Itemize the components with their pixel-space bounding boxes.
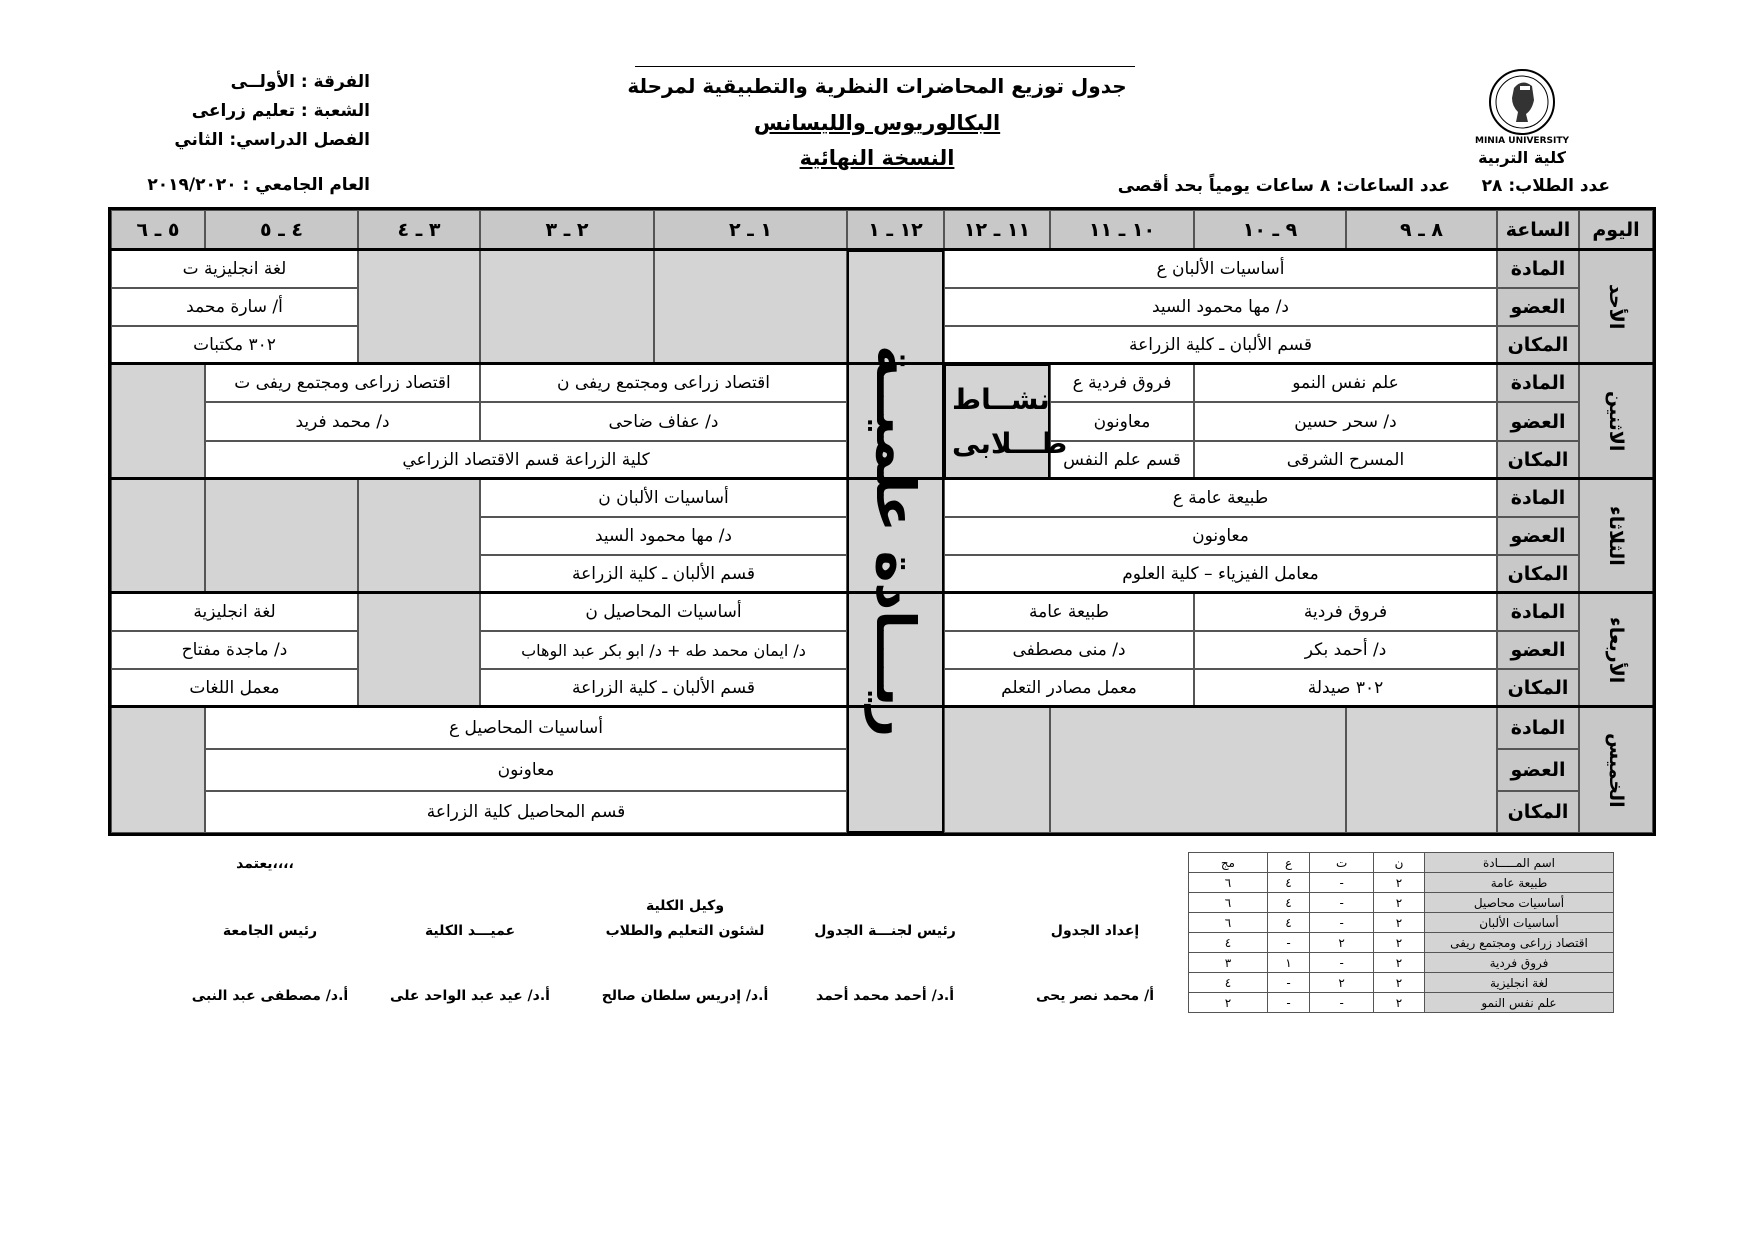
title-line-1: جدول توزيع المحاضرات النظرية والتطبيقية لمرحلة bbox=[627, 74, 1127, 98]
head-slot-9: ٤ ـ ٥ bbox=[205, 210, 358, 250]
empty-cell bbox=[1346, 707, 1497, 833]
legend-a: - bbox=[1267, 993, 1309, 1013]
tuesday-eve-member: د/ مها محمود السيد bbox=[480, 517, 847, 555]
monday-a-member: د/ سحر حسين bbox=[1194, 402, 1497, 441]
tuesday-eve-subject: أساسيات الألبان ن bbox=[480, 479, 847, 517]
academic-year: العام الجامعي : ٢٠١٩/٢٠٢٠ bbox=[147, 175, 370, 195]
subjects-legend-table bbox=[1188, 852, 1614, 1013]
legend-name: فروق فردية bbox=[1425, 953, 1614, 973]
legend-n: ٢ bbox=[1374, 933, 1425, 953]
sunday-eve-member: أ/ سارة محمد bbox=[111, 288, 358, 326]
university-name: MINIA UNIVERSITY bbox=[1474, 136, 1569, 146]
day-divider bbox=[111, 477, 1653, 480]
day-tuesday: الثلاثاء bbox=[1579, 479, 1653, 593]
legend-total: ٢ bbox=[1189, 993, 1268, 1013]
legend-head-t: ت bbox=[1310, 853, 1374, 873]
legend-row bbox=[1189, 953, 1614, 973]
committee-name: أ.د/ أحمد محمد أحمد bbox=[816, 988, 954, 1004]
division-line: الشعبة : تعليم زراعى bbox=[191, 101, 370, 121]
monday-b-member: معاونون bbox=[1050, 402, 1194, 441]
head-slot-2: ٩ ـ ١٠ bbox=[1194, 210, 1346, 250]
header bbox=[0, 0, 1754, 200]
legend-row bbox=[1189, 893, 1614, 913]
academic-advising-text: ريـــادة علميــة bbox=[864, 345, 927, 738]
monday-c-member: د/ عفاف ضاحى bbox=[480, 402, 847, 441]
legend-header-row bbox=[1189, 853, 1614, 873]
tuesday-morning-place: معامل الفيزياء – كلية العلوم bbox=[944, 555, 1497, 593]
legend-a: - bbox=[1267, 933, 1309, 953]
head-slot-4: ١١ ـ ١٢ bbox=[944, 210, 1050, 250]
legend-head-a: ع bbox=[1267, 853, 1309, 873]
day-wednesday: الأربعاء bbox=[1579, 593, 1653, 707]
legend-head-n: ن bbox=[1374, 853, 1425, 873]
legend-a: ٤ bbox=[1267, 873, 1309, 893]
label-subject: المادة bbox=[1497, 593, 1579, 631]
empty-cell bbox=[654, 250, 847, 364]
legend-n: ٢ bbox=[1374, 993, 1425, 1013]
empty-cell bbox=[358, 479, 480, 593]
monday-a-subject: علم نفس النمو bbox=[1194, 364, 1497, 402]
wednesday-d-subject: لغة انجليزية bbox=[111, 593, 358, 631]
title-line-2: البكالوريوس والليسانس bbox=[753, 111, 1001, 135]
monday-d-subject: اقتصاد زراعى ومجتمع ريفى ت bbox=[205, 364, 480, 402]
vice-name: أ.د/ إدريس سلطان صالح bbox=[601, 988, 769, 1004]
label-subject: المادة bbox=[1497, 250, 1579, 288]
label-place: المكان bbox=[1497, 791, 1579, 833]
label-subject: المادة bbox=[1497, 364, 1579, 402]
legend-t: - bbox=[1310, 873, 1374, 893]
label-place: المكان bbox=[1497, 441, 1579, 479]
legend-name: أساسيات الألبان bbox=[1425, 913, 1614, 933]
group-line: الفرقة : الأولــى bbox=[230, 72, 370, 92]
legend-n: ٢ bbox=[1374, 953, 1425, 973]
monday-d-member: د/ محمد فريد bbox=[205, 402, 480, 441]
empty-cell bbox=[111, 364, 205, 479]
legend-total: ٦ bbox=[1189, 873, 1268, 893]
legend-row bbox=[1189, 873, 1614, 893]
head-slot-1: ٨ ـ ٩ bbox=[1346, 210, 1497, 250]
tuesday-morning-member: معاونون bbox=[944, 517, 1497, 555]
label-member: العضو bbox=[1497, 288, 1579, 326]
label-member: العضو bbox=[1497, 631, 1579, 669]
students-count: عدد الطلاب: ٢٨ bbox=[1481, 176, 1610, 196]
monday-cd-place: كلية الزراعة قسم الاقتصاد الزراعي bbox=[205, 441, 847, 479]
empty-cell bbox=[1050, 707, 1346, 833]
label-place: المكان bbox=[1497, 669, 1579, 707]
student-activity-block bbox=[944, 364, 1068, 479]
wednesday-b-place: معمل مصادر التعلم bbox=[944, 669, 1194, 707]
university-logo bbox=[1486, 66, 1558, 138]
label-place: المكان bbox=[1497, 555, 1579, 593]
legend-name: لغة انجليزية bbox=[1425, 973, 1614, 993]
wednesday-b-member: د/ منى مصطفى bbox=[944, 631, 1194, 669]
wednesday-a-member: د/ أحمد بكر bbox=[1194, 631, 1497, 669]
legend-n: ٢ bbox=[1374, 893, 1425, 913]
dean-name: أ.د/ عيد عبد الواحد على bbox=[390, 988, 550, 1004]
title-rule bbox=[635, 66, 1135, 67]
schedule-table bbox=[108, 207, 1656, 836]
sunday-morning-subject: أساسيات الألبان ع bbox=[944, 250, 1497, 288]
legend-total: ٤ bbox=[1189, 973, 1268, 993]
legend-n: ٢ bbox=[1374, 913, 1425, 933]
day-divider bbox=[111, 705, 1653, 708]
dean-title: عميـــد الكلية bbox=[424, 923, 516, 939]
head-slot-7: ٢ ـ ٣ bbox=[480, 210, 654, 250]
head-hour: الساعة bbox=[1497, 210, 1579, 250]
faculty-name: كلية التربية bbox=[1478, 148, 1566, 167]
legend-head-total: مج bbox=[1189, 853, 1268, 873]
empty-cell bbox=[944, 707, 1050, 833]
term-line: الفصل الدراسي: الثاني bbox=[174, 130, 370, 150]
legend-t: - bbox=[1310, 893, 1374, 913]
legend-row bbox=[1189, 973, 1614, 993]
head-slot-3: ١٠ ـ ١١ bbox=[1050, 210, 1194, 250]
day-thursday: الخميس bbox=[1579, 707, 1653, 833]
head-day: اليوم bbox=[1579, 210, 1653, 250]
day-divider bbox=[111, 591, 1653, 594]
wednesday-c-subject: أساسيات المحاصيل ن bbox=[480, 593, 847, 631]
student-activity-text: نشــاط طـــلابى bbox=[952, 382, 1068, 460]
label-place: المكان bbox=[1497, 326, 1579, 364]
empty-cell bbox=[111, 707, 205, 833]
committee-title: رئيس لجنـــة الجدول bbox=[814, 923, 956, 939]
legend-name: طبيعة عامة bbox=[1425, 873, 1614, 893]
prep-title: إعداد الجدول bbox=[1050, 923, 1140, 939]
wednesday-c-member: د/ ايمان محمد طه + د/ ابو بكر عبد الوهاب bbox=[480, 631, 847, 669]
header-divider bbox=[111, 248, 1653, 251]
legend-t: - bbox=[1310, 913, 1374, 933]
tuesday-eve-place: قسم الألبان ـ كلية الزراعة bbox=[480, 555, 847, 593]
thursday-eve-place: قسم المحاصيل كلية الزراعة bbox=[205, 791, 847, 833]
day-monday: الاثنين bbox=[1579, 364, 1653, 479]
empty-cell bbox=[480, 250, 654, 364]
day-sunday: الأحد bbox=[1579, 250, 1653, 364]
legend-total: ٤ bbox=[1189, 933, 1268, 953]
legend-name: علم نفس النمو bbox=[1425, 993, 1614, 1013]
legend-head-name: اسم المـــــادة bbox=[1425, 853, 1614, 873]
academic-advising-block bbox=[847, 250, 944, 833]
sunday-eve-subject: لغة انجليزية ت bbox=[111, 250, 358, 288]
head-slot-5: ١٢ ـ ١ bbox=[847, 210, 944, 250]
label-subject: المادة bbox=[1497, 707, 1579, 749]
legend-t: - bbox=[1310, 993, 1374, 1013]
legend-n: ٢ bbox=[1374, 873, 1425, 893]
legend-n: ٢ bbox=[1374, 973, 1425, 993]
hours-info: عدد الساعات: ٨ ساعات يومياً بحد أقصى bbox=[1117, 176, 1450, 196]
label-subject: المادة bbox=[1497, 479, 1579, 517]
empty-cell bbox=[358, 593, 480, 707]
head-slot-6: ١ ـ ٢ bbox=[654, 210, 847, 250]
empty-cell bbox=[205, 479, 358, 593]
wednesday-a-place: ٣٠٢ صيدلة bbox=[1194, 669, 1497, 707]
monday-c-subject: اقتصاد زراعى ومجتمع ريفى ن bbox=[480, 364, 847, 402]
thursday-eve-subject: أساسيات المحاصيل ع bbox=[205, 707, 847, 749]
vice-title-1: وكيل الكلية bbox=[645, 898, 725, 914]
legend-total: ٦ bbox=[1189, 913, 1268, 933]
wednesday-b-subject: طبيعة عامة bbox=[944, 593, 1194, 631]
sunday-eve-place: ٣٠٢ مكتبات bbox=[111, 326, 358, 364]
title-line-3: النسخة النهائية bbox=[799, 146, 955, 170]
monday-b-subject: فروق فردية ع bbox=[1050, 364, 1194, 402]
legend-a: ٤ bbox=[1267, 913, 1309, 933]
wednesday-d-member: د/ ماجدة مفتاح bbox=[111, 631, 358, 669]
legend-row bbox=[1189, 933, 1614, 953]
president-name: أ.د/ مصطفى عبد النبى bbox=[191, 988, 349, 1004]
president-title: رئيس الجامعة bbox=[222, 923, 318, 939]
monday-a-place: المسرح الشرقى bbox=[1194, 441, 1497, 479]
head-slot-10: ٥ ـ ٦ bbox=[111, 210, 205, 250]
label-member: العضو bbox=[1497, 749, 1579, 791]
empty-cell bbox=[111, 479, 205, 593]
legend-a: - bbox=[1267, 973, 1309, 993]
legend-total: ٦ bbox=[1189, 893, 1268, 913]
legend-a: ٤ bbox=[1267, 893, 1309, 913]
legend-t: ٢ bbox=[1310, 933, 1374, 953]
legend-t: ٢ bbox=[1310, 973, 1374, 993]
wednesday-d-place: معمل اللغات bbox=[111, 669, 358, 707]
legend-row bbox=[1189, 993, 1614, 1013]
legend-total: ٣ bbox=[1189, 953, 1268, 973]
label-member: العضو bbox=[1497, 517, 1579, 555]
legend-name: أساسيات محاصيل bbox=[1425, 893, 1614, 913]
legend-a: ١ bbox=[1267, 953, 1309, 973]
wednesday-a-subject: فروق فردية bbox=[1194, 593, 1497, 631]
label-member: العضو bbox=[1497, 402, 1579, 441]
monday-b-place: قسم علم النفس bbox=[1050, 441, 1194, 479]
wednesday-c-place: قسم الألبان ـ كلية الزراعة bbox=[480, 669, 847, 707]
head-slot-8: ٣ ـ ٤ bbox=[358, 210, 480, 250]
thursday-eve-member: معاونون bbox=[205, 749, 847, 791]
sunday-morning-place: قسم الألبان ـ كلية الزراعة bbox=[944, 326, 1497, 364]
prep-name: أ/ محمد نصر يحى bbox=[1035, 988, 1155, 1004]
tuesday-morning-subject: طبيعة عامة ع bbox=[944, 479, 1497, 517]
legend-name: اقتصاد زراعى ومجتمع ريفى bbox=[1425, 933, 1614, 953]
legend-row bbox=[1189, 913, 1614, 933]
day-divider bbox=[111, 362, 1653, 365]
approve-label: يعتمد،،،، bbox=[236, 856, 294, 872]
legend-t: - bbox=[1310, 953, 1374, 973]
sunday-morning-member: د/ مها محمود السيد bbox=[944, 288, 1497, 326]
vice-title-2: لشئون التعليم والطلاب bbox=[605, 923, 765, 939]
empty-cell bbox=[358, 250, 480, 364]
